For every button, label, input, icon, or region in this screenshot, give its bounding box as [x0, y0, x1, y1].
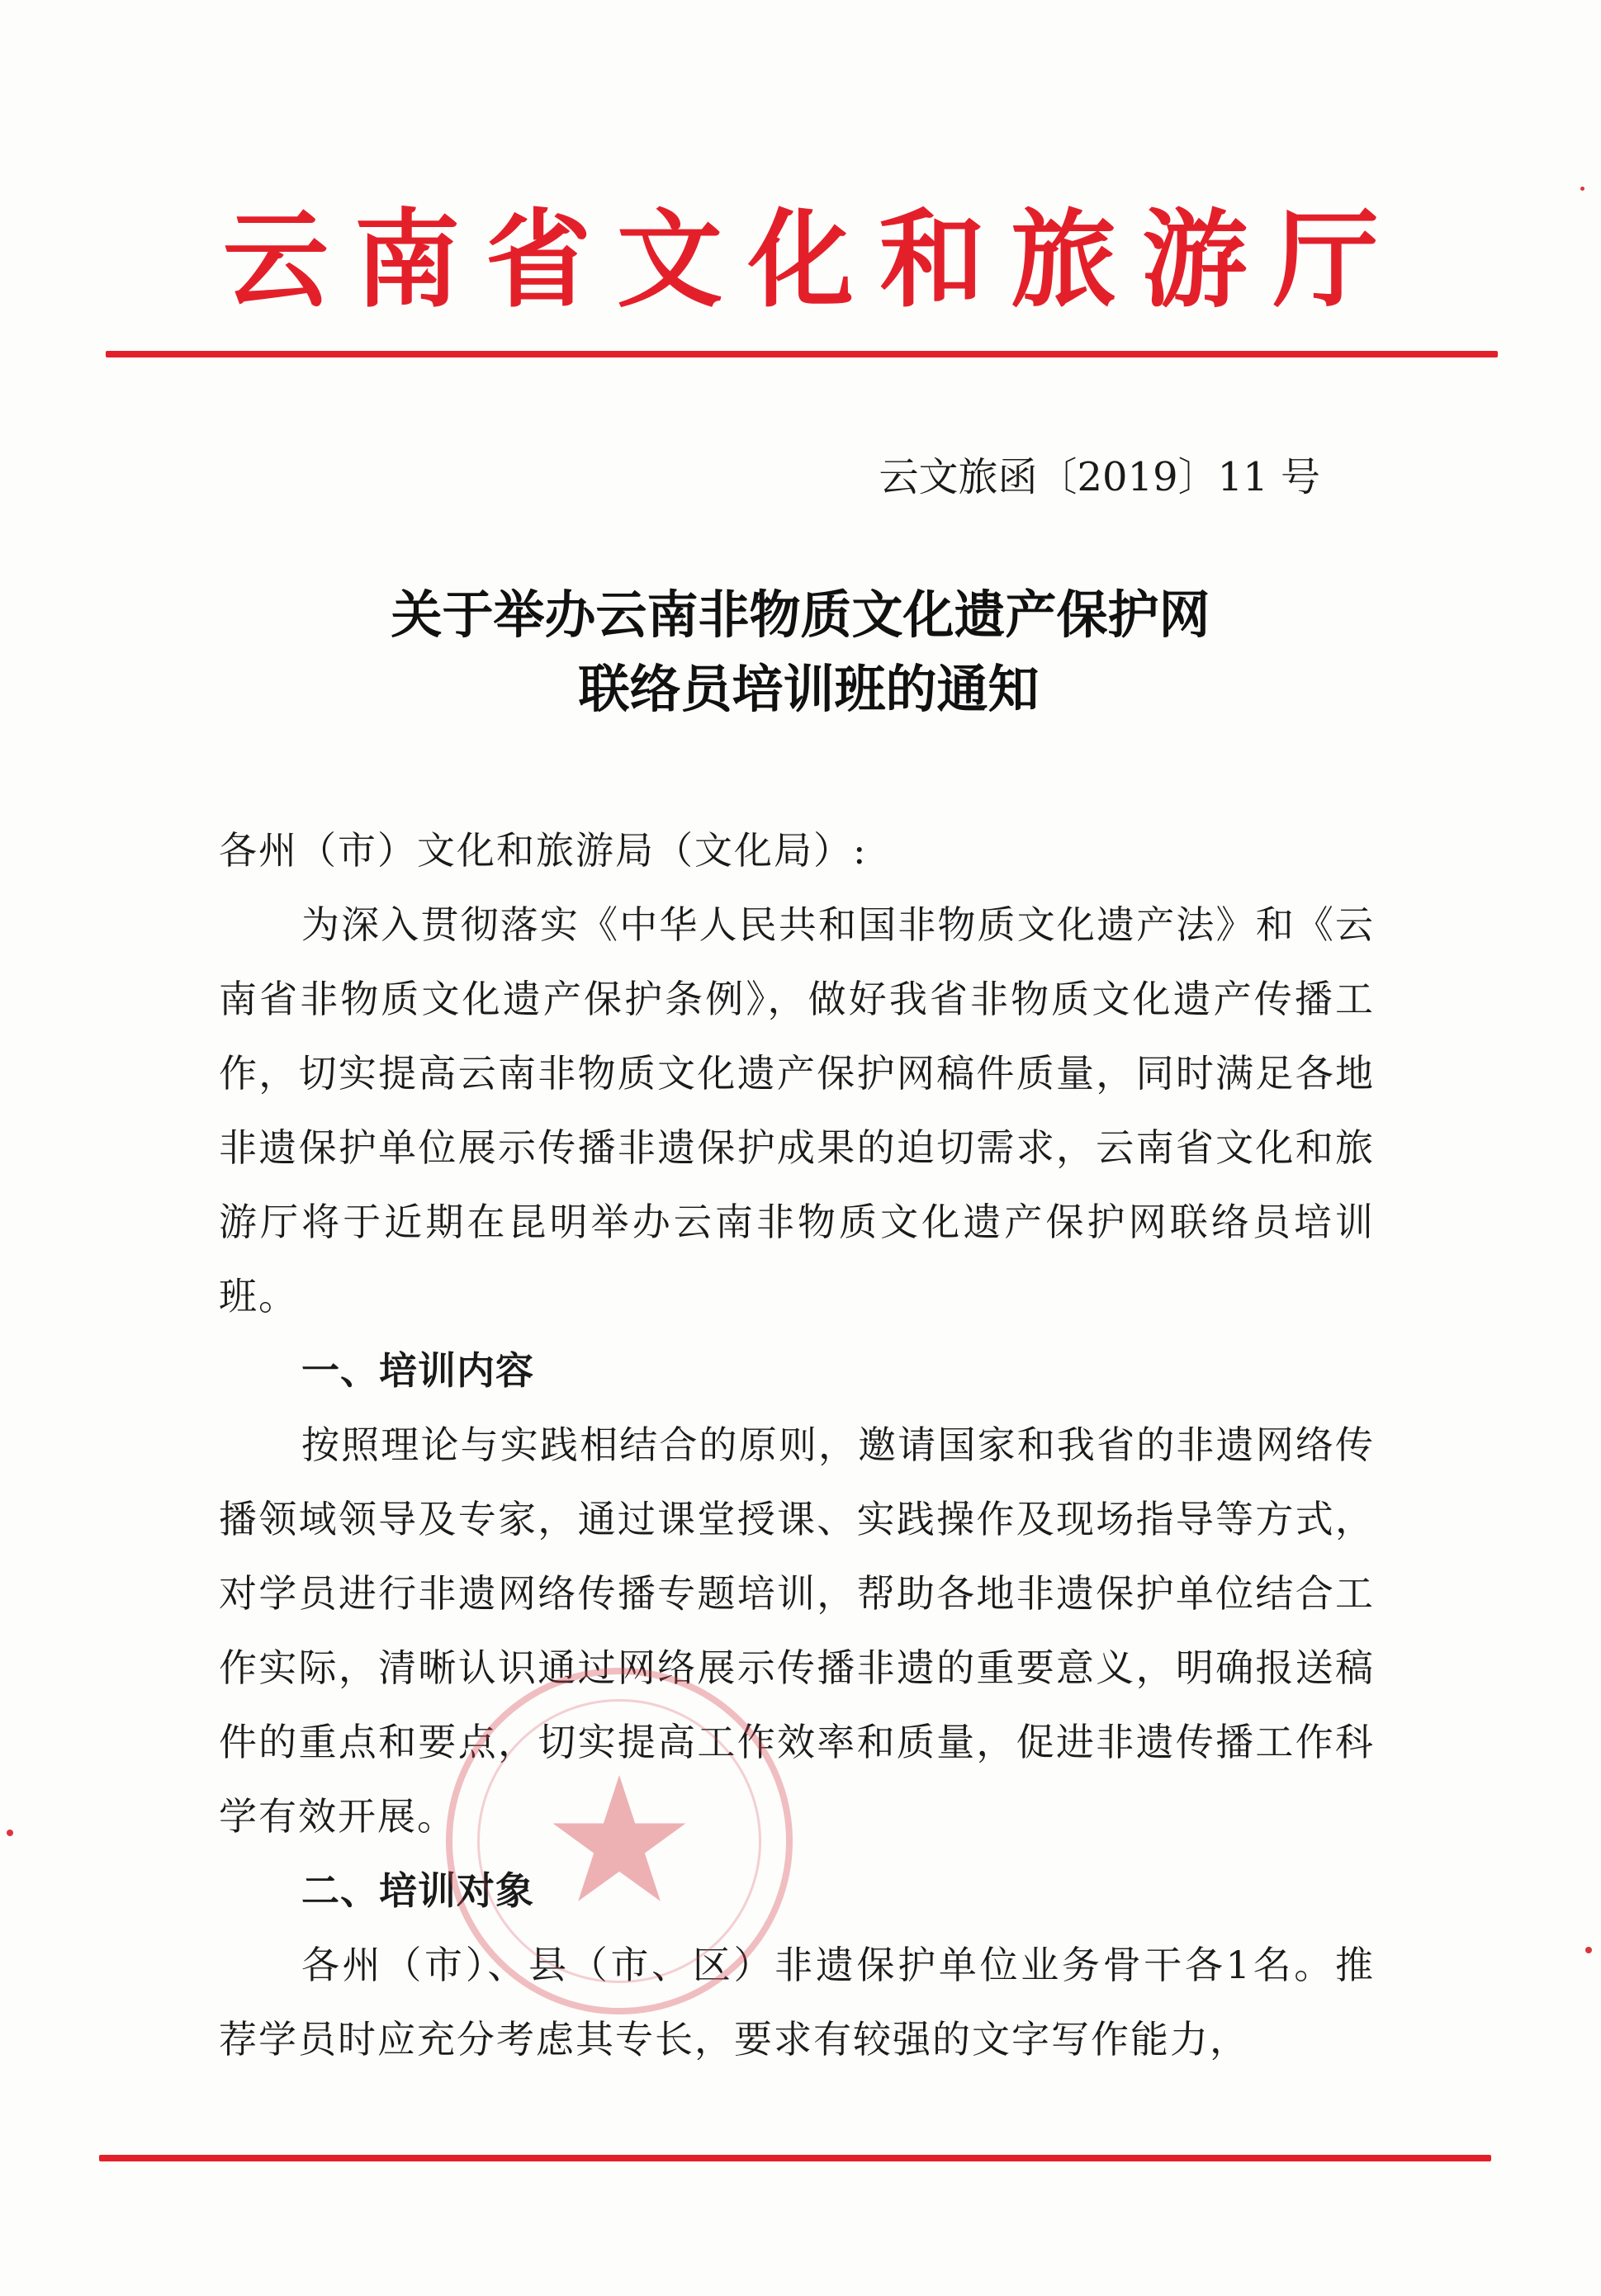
title-line-1: 关于举办云南非物质文化遗产保护网 [391, 585, 1210, 645]
document-number: 云文旅函〔2019〕11 号 [879, 454, 1320, 500]
masthead-char: 游 [1141, 198, 1248, 322]
scan-speck [7, 1830, 13, 1836]
training-target-paragraph: 各州（市）、县（市、区）非遗保护单位业务骨干各1名。推荐学员时应充分考虑其专长，要求有较强的文字写作能力， [219, 1943, 1375, 2062]
masthead-char: 化 [747, 198, 854, 322]
masthead-char: 省 [485, 198, 591, 322]
document-body [219, 813, 1375, 2076]
masthead-char: 和 [879, 198, 985, 322]
salutation: 各州（市）文化和旅游局（文化局）: [219, 828, 868, 873]
seal-star-icon: ★ [541, 1740, 698, 1942]
title-line-2: 联络员培训班的通知 [578, 659, 1040, 719]
masthead-char: 文 [616, 198, 722, 322]
section-heading-training-target: 二、培训对象 [301, 1868, 534, 1913]
section-heading-training-content: 一、培训内容 [301, 1348, 534, 1393]
intro-paragraph: 为深入贯彻落实《中华人民共和国非物质文化遗产法》和《云南省非物质文化遗产保护条例》，做好我省非物质文化遗产传播工作，切实提高云南非物质文化遗产保护网稿件质量，同时满足各地非遗保护单位展示传播非遗保护成果的迫切需求，云南省文化和旅游厅将于近期在昆明举办云南非物质文化遗产保护网联络员培训班。 [219, 902, 1375, 1318]
scan-speck [1580, 187, 1584, 191]
footer-divider [99, 2155, 1491, 2161]
masthead-char: 南 [353, 198, 460, 322]
masthead-char: 旅 [1010, 198, 1116, 322]
masthead-char: 厅 [1272, 198, 1379, 322]
masthead-divider [106, 351, 1498, 357]
document-title [0, 578, 1601, 727]
masthead-char: 云 [223, 198, 329, 322]
masthead [223, 198, 1379, 322]
scan-speck [1585, 1947, 1592, 1953]
training-content-paragraph: 按照理论与实践相结合的原则，邀请国家和我省的非遗网络传播领域领导及专家，通过课堂授课、实践操作及现场指导等方式，对学员进行非遗网络传播专题培训，帮助各地非遗保护单位结合工作实际，清晰认识通过网络展示传播非遗的重要意义，明确报送稿件的重点和要点，切实提高工作效率和质量，促进非遗传播工作科学有效开展。 [219, 1423, 1375, 1839]
